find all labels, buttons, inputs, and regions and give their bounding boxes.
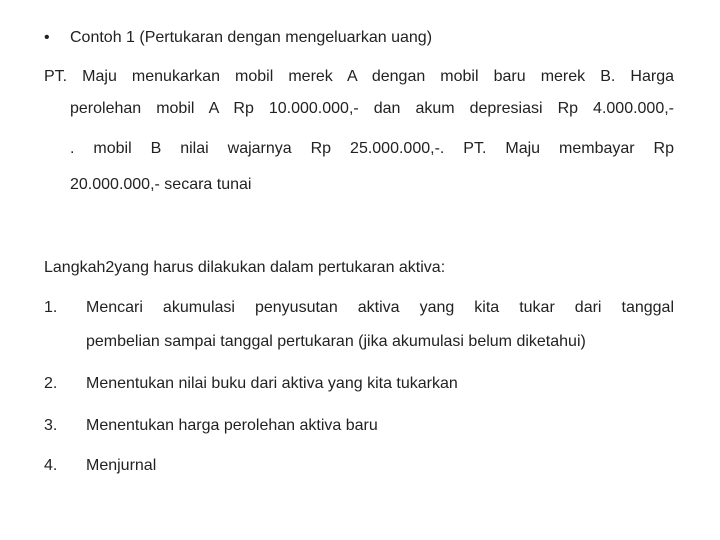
step-number: 1. [44,299,58,316]
step-item-2 [44,372,674,396]
paragraph-line: perolehan mobil A Rp 10.000.000,- dan akum depresiasi Rp 4.000.000,- [70,100,674,117]
paragraph-line: . mobil B nilai wajarnya Rp 25.000.000,-. PT. Maju membayar Rp [70,140,674,157]
bullet-symbol: • [44,29,50,46]
example-heading [44,26,432,50]
step-number: 4. [44,457,58,474]
paragraph-line: PT. Maju menukarkan mobil merek A dengan mobil baru merek B. Harga [44,68,674,85]
step-item-4 [44,454,674,478]
step-text: Menentukan harga perolehan aktiva baru [86,417,378,434]
step-item-3 [44,414,674,438]
step-item-1 [44,296,674,356]
step-text: Menentukan nilai buku dari aktiva yang kita tukarkan [86,375,458,392]
step-number: 2. [44,375,58,392]
step-text: Mencari akumulasi penyusutan aktiva yang kita tukar dari tanggal [86,299,674,316]
paragraph-line: 20.000.000,- secara tunai [70,176,252,193]
step-number: 3. [44,417,58,434]
steps-heading: Langkah2yang harus dilakukan dalam pertukaran aktiva: [44,259,446,276]
step-text-continuation: pembelian sampai tanggal pertukaran (jika akumulasi belum diketahui) [86,333,586,350]
step-text: Menjurnal [86,457,157,474]
example-heading-text: Contoh 1 (Pertukaran dengan mengeluarkan uang) [70,29,433,46]
